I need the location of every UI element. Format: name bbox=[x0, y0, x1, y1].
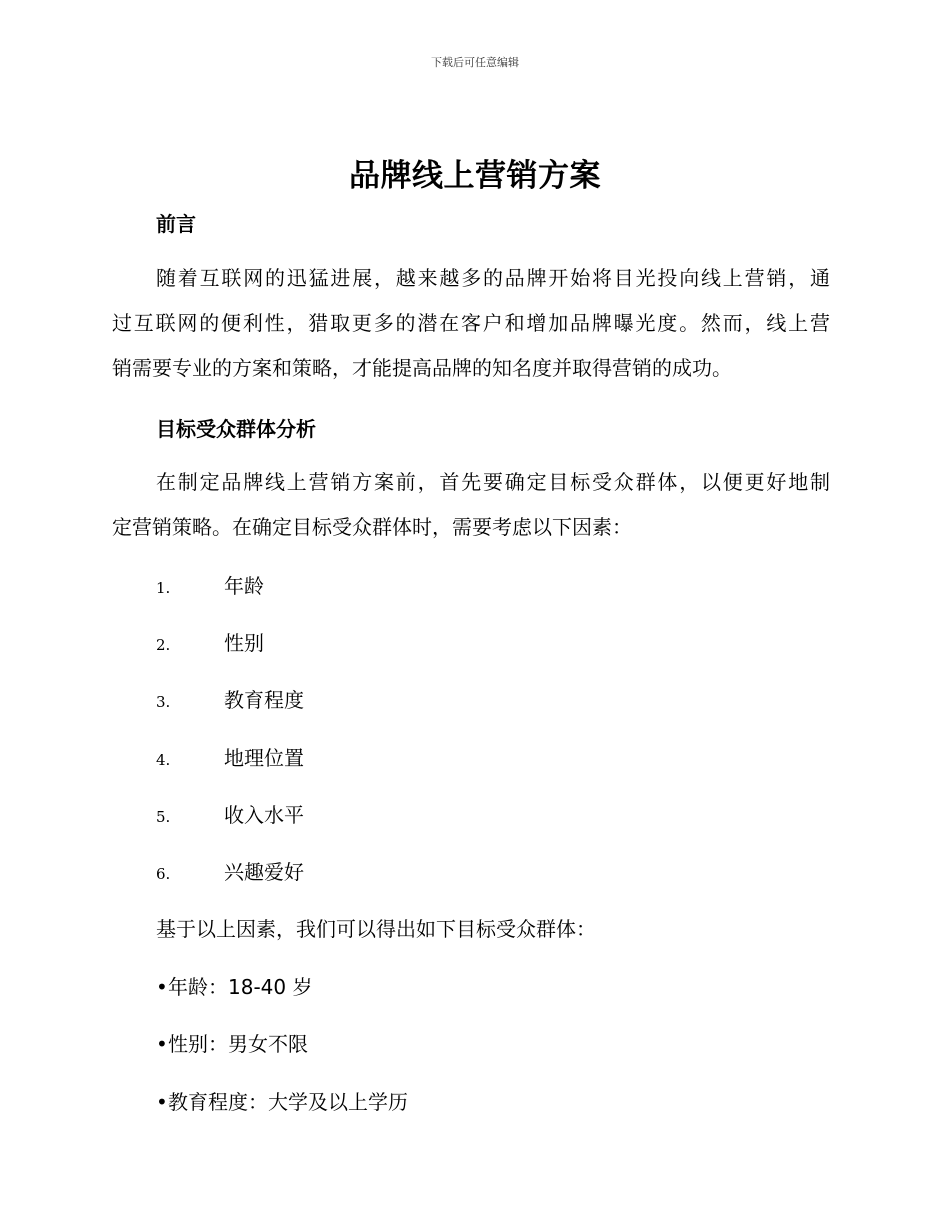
list-text: 兴趣爱好 bbox=[224, 860, 304, 884]
bullet-icon: • bbox=[156, 975, 168, 999]
list-number: 4. bbox=[156, 751, 171, 769]
paragraph-line: 随着互联网的迅猛进展，越来越多的品牌开始将目光投向线上营销，通 bbox=[156, 266, 830, 290]
paragraph-line: 销需要专业的方案和策略，才能提高品牌的知名度并取得营销的成功。 bbox=[112, 356, 732, 380]
list-number: 3. bbox=[156, 693, 171, 711]
factor-list-item bbox=[156, 629, 264, 657]
list-number: 6. bbox=[156, 865, 171, 883]
bullet-text: 年龄：18-40 岁 bbox=[168, 975, 313, 999]
bullet-text: 教育程度：大学及以上学历 bbox=[168, 1090, 408, 1114]
list-number: 2. bbox=[156, 636, 171, 654]
factor-list-item bbox=[156, 572, 264, 600]
summary-intro: 基于以上因素，我们可以得出如下目标受众群体： bbox=[156, 917, 596, 941]
list-number: 1. bbox=[156, 579, 171, 597]
bullet-text: 性别：男女不限 bbox=[168, 1032, 308, 1056]
header-note: 下载后可任意编辑 bbox=[431, 56, 519, 69]
list-text: 教育程度 bbox=[224, 688, 304, 712]
list-text: 地理位置 bbox=[224, 746, 304, 770]
factor-list-item bbox=[156, 858, 304, 886]
section-heading-preface: 前言 bbox=[156, 212, 196, 236]
factor-list-item bbox=[156, 744, 304, 772]
list-text: 年龄 bbox=[224, 574, 264, 598]
bullet-item bbox=[156, 1030, 308, 1058]
audience-paragraph bbox=[112, 460, 830, 550]
document-title: 品牌线上营销方案 bbox=[349, 158, 601, 194]
bullet-icon: • bbox=[156, 1032, 168, 1056]
bullet-item bbox=[156, 1088, 408, 1116]
preface-paragraph bbox=[112, 256, 830, 391]
factor-list-item bbox=[156, 801, 304, 829]
section-heading-audience: 目标受众群体分析 bbox=[156, 417, 316, 441]
list-text: 收入水平 bbox=[224, 803, 304, 827]
list-text: 性别 bbox=[224, 631, 264, 655]
bullet-icon: • bbox=[156, 1090, 168, 1114]
paragraph-line: 过互联网的便利性，猎取更多的潜在客户和增加品牌曝光度。然而，线上营 bbox=[112, 311, 830, 335]
paragraph-line: 定营销策略。在确定目标受众群体时，需要考虑以下因素： bbox=[112, 515, 632, 539]
bullet-item bbox=[156, 973, 312, 1001]
factor-list-item bbox=[156, 686, 304, 714]
paragraph-line: 在制定品牌线上营销方案前，首先要确定目标受众群体，以便更好地制 bbox=[156, 470, 830, 494]
list-number: 5. bbox=[156, 808, 171, 826]
